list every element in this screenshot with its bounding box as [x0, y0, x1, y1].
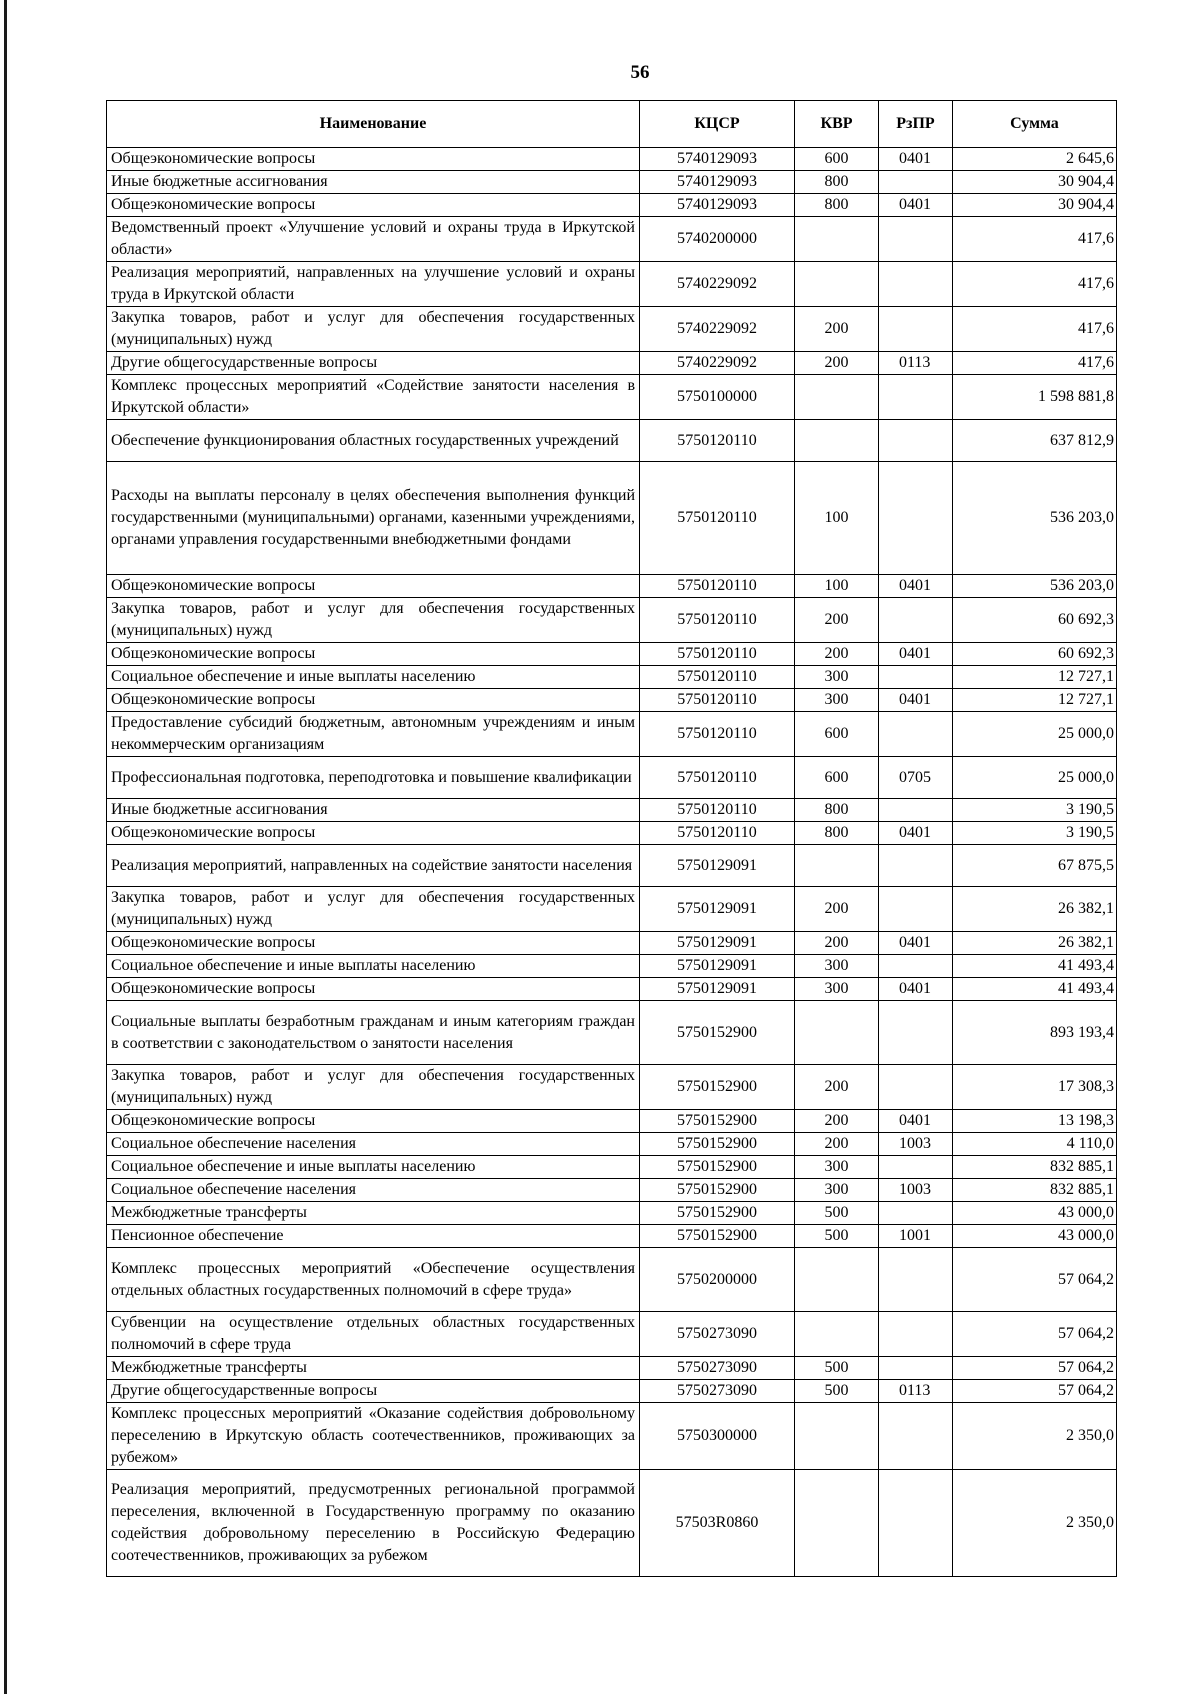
cell-rzpr [879, 462, 953, 575]
cell-kcsr: 5750273090 [640, 1357, 795, 1380]
cell-kcsr: 5750129091 [640, 978, 795, 1001]
cell-kcsr: 5740129093 [640, 148, 795, 171]
cell-sum: 417,6 [953, 307, 1117, 352]
cell-sum: 417,6 [953, 217, 1117, 262]
cell-kvr [795, 375, 879, 420]
cell-sum: 25 000,0 [953, 712, 1117, 757]
cell-rzpr [879, 1357, 953, 1380]
cell-sum: 12 727,1 [953, 666, 1117, 689]
table-row [107, 1312, 1117, 1357]
cell-rzpr [879, 845, 953, 887]
cell-kvr: 200 [795, 1110, 879, 1133]
cell-sum: 2 350,0 [953, 1470, 1117, 1577]
cell-kcsr: 5750120110 [640, 757, 795, 799]
cell-sum: 17 308,3 [953, 1065, 1117, 1110]
cell-name: Реализация мероприятий, направленных на улучшение условий и охраны труда в Иркутской области [107, 262, 640, 307]
cell-kvr [795, 1470, 879, 1577]
table-row [107, 420, 1117, 462]
cell-kvr [795, 420, 879, 462]
cell-sum: 60 692,3 [953, 643, 1117, 666]
cell-name: Общеэкономические вопросы [107, 822, 640, 845]
cell-name: Иные бюджетные ассигнования [107, 799, 640, 822]
table-row [107, 1001, 1117, 1065]
cell-name: Закупка товаров, работ и услуг для обеспечения государственных (муниципальных) нужд [107, 1065, 640, 1110]
cell-kvr: 600 [795, 712, 879, 757]
cell-name: Иные бюджетные ассигнования [107, 171, 640, 194]
cell-kvr: 500 [795, 1357, 879, 1380]
cell-name: Межбюджетные трансферты [107, 1357, 640, 1380]
table-row [107, 757, 1117, 799]
cell-kvr [795, 262, 879, 307]
cell-name: Социальное обеспечение и иные выплаты населению [107, 666, 640, 689]
cell-kvr: 300 [795, 689, 879, 712]
cell-sum: 3 190,5 [953, 822, 1117, 845]
cell-sum: 13 198,3 [953, 1110, 1117, 1133]
cell-kvr: 800 [795, 194, 879, 217]
cell-rzpr: 1003 [879, 1133, 953, 1156]
cell-kcsr: 5750152900 [640, 1179, 795, 1202]
cell-sum: 12 727,1 [953, 689, 1117, 712]
cell-name: Другие общегосударственные вопросы [107, 352, 640, 375]
cell-kvr: 200 [795, 1133, 879, 1156]
header-name: Наименование [107, 101, 640, 148]
cell-kcsr: 5740229092 [640, 352, 795, 375]
cell-kvr [795, 845, 879, 887]
cell-name: Реализация мероприятий, направленных на содействие занятости населения [107, 845, 640, 887]
cell-kcsr: 5750129091 [640, 955, 795, 978]
cell-name: Общеэкономические вопросы [107, 689, 640, 712]
cell-kcsr: 5750120110 [640, 712, 795, 757]
table-row [107, 1248, 1117, 1312]
table-row [107, 1225, 1117, 1248]
cell-kcsr: 5740200000 [640, 217, 795, 262]
table-row [107, 887, 1117, 932]
cell-sum: 67 875,5 [953, 845, 1117, 887]
cell-kcsr: 5750152900 [640, 1225, 795, 1248]
cell-sum: 637 812,9 [953, 420, 1117, 462]
cell-kvr [795, 1248, 879, 1312]
cell-rzpr [879, 1001, 953, 1065]
cell-rzpr: 0113 [879, 352, 953, 375]
cell-kcsr: 5750273090 [640, 1312, 795, 1357]
cell-rzpr [879, 262, 953, 307]
cell-kcsr: 5750200000 [640, 1248, 795, 1312]
cell-sum: 893 193,4 [953, 1001, 1117, 1065]
cell-sum: 2 350,0 [953, 1403, 1117, 1470]
cell-kvr: 800 [795, 171, 879, 194]
cell-kvr: 200 [795, 598, 879, 643]
cell-kvr: 200 [795, 1065, 879, 1110]
table-row [107, 1403, 1117, 1470]
cell-name: Закупка товаров, работ и услуг для обеспечения государственных (муниципальных) нужд [107, 307, 640, 352]
cell-kvr: 100 [795, 575, 879, 598]
cell-name: Закупка товаров, работ и услуг для обеспечения государственных (муниципальных) нужд [107, 598, 640, 643]
cell-kcsr: 5750120110 [640, 822, 795, 845]
cell-rzpr [879, 171, 953, 194]
cell-sum: 25 000,0 [953, 757, 1117, 799]
cell-rzpr [879, 887, 953, 932]
cell-sum: 43 000,0 [953, 1202, 1117, 1225]
cell-name: Социальное обеспечение населения [107, 1179, 640, 1202]
table-row [107, 799, 1117, 822]
cell-rzpr [879, 420, 953, 462]
cell-kcsr: 57503R0860 [640, 1470, 795, 1577]
table-row [107, 1065, 1117, 1110]
cell-sum: 4 110,0 [953, 1133, 1117, 1156]
cell-sum: 57 064,2 [953, 1357, 1117, 1380]
cell-sum: 2 645,6 [953, 148, 1117, 171]
cell-name: Комплекс процессных мероприятий «Обеспечение осуществления отдельных областных государственных полномочий в сфере труда» [107, 1248, 640, 1312]
cell-kcsr: 5750300000 [640, 1403, 795, 1470]
table-row [107, 217, 1117, 262]
cell-rzpr: 0401 [879, 148, 953, 171]
table-row [107, 1202, 1117, 1225]
cell-rzpr: 0401 [879, 932, 953, 955]
cell-kvr: 300 [795, 1179, 879, 1202]
cell-kcsr: 5750120110 [640, 666, 795, 689]
table-row [107, 822, 1117, 845]
cell-kcsr: 5750152900 [640, 1065, 795, 1110]
table-row [107, 978, 1117, 1001]
table-row [107, 1357, 1117, 1380]
table-row [107, 1110, 1117, 1133]
cell-name: Комплекс процессных мероприятий «Оказание содействия добровольному переселению в Иркутскую область соотечественников, проживающих за рубежом» [107, 1403, 640, 1470]
cell-rzpr [879, 217, 953, 262]
cell-sum: 832 885,1 [953, 1179, 1117, 1202]
cell-sum: 57 064,2 [953, 1248, 1117, 1312]
cell-name: Общеэкономические вопросы [107, 575, 640, 598]
cell-rzpr: 0401 [879, 194, 953, 217]
cell-rzpr [879, 1470, 953, 1577]
header-kcsr: КЦСР [640, 101, 795, 148]
cell-kvr: 200 [795, 887, 879, 932]
cell-kvr: 800 [795, 799, 879, 822]
cell-sum: 60 692,3 [953, 598, 1117, 643]
cell-kvr [795, 1312, 879, 1357]
cell-kcsr: 5750120110 [640, 575, 795, 598]
table-row [107, 262, 1117, 307]
cell-kvr: 200 [795, 352, 879, 375]
cell-name: Комплекс процессных мероприятий «Содействие занятости населения в Иркутской области» [107, 375, 640, 420]
header-sum: Сумма [953, 101, 1117, 148]
cell-rzpr: 0401 [879, 643, 953, 666]
cell-rzpr: 0401 [879, 978, 953, 1001]
cell-rzpr [879, 375, 953, 420]
cell-kcsr: 5750100000 [640, 375, 795, 420]
cell-rzpr [879, 1065, 953, 1110]
cell-sum: 30 904,4 [953, 171, 1117, 194]
table-row [107, 194, 1117, 217]
cell-rzpr: 0401 [879, 689, 953, 712]
cell-name: Общеэкономические вопросы [107, 194, 640, 217]
cell-name: Закупка товаров, работ и услуг для обеспечения государственных (муниципальных) нужд [107, 887, 640, 932]
header-kvr: КВР [795, 101, 879, 148]
header-rzpr: РзПР [879, 101, 953, 148]
cell-rzpr: 0401 [879, 575, 953, 598]
cell-name: Общеэкономические вопросы [107, 978, 640, 1001]
cell-name: Общеэкономические вопросы [107, 1110, 640, 1133]
cell-rzpr [879, 1202, 953, 1225]
cell-kcsr: 5750120110 [640, 643, 795, 666]
cell-rzpr [879, 712, 953, 757]
table-row [107, 1380, 1117, 1403]
cell-rzpr: 0401 [879, 822, 953, 845]
table-row [107, 148, 1117, 171]
table-row [107, 643, 1117, 666]
cell-name: Межбюджетные трансферты [107, 1202, 640, 1225]
cell-kcsr: 5750273090 [640, 1380, 795, 1403]
cell-name: Расходы на выплаты персоналу в целях обеспечения выполнения функций государственными (муниципальными) органами, казенными учреждениями, органами управления государственными внебюджетными фондами [107, 462, 640, 575]
cell-kvr: 200 [795, 932, 879, 955]
cell-sum: 41 493,4 [953, 978, 1117, 1001]
cell-sum: 3 190,5 [953, 799, 1117, 822]
cell-kcsr: 5750120110 [640, 462, 795, 575]
cell-kcsr: 5750152900 [640, 1202, 795, 1225]
cell-sum: 26 382,1 [953, 932, 1117, 955]
cell-kcsr: 5750152900 [640, 1156, 795, 1179]
cell-kcsr: 5740129093 [640, 194, 795, 217]
cell-name: Социальные выплаты безработным гражданам и иным категориям граждан в соответствии с законодательством о занятости населения [107, 1001, 640, 1065]
table-row [107, 955, 1117, 978]
table-header-row [107, 101, 1117, 148]
table-row [107, 666, 1117, 689]
cell-name: Социальное обеспечение и иные выплаты населению [107, 1156, 640, 1179]
table-row [107, 352, 1117, 375]
table-row [107, 1179, 1117, 1202]
cell-kvr [795, 1403, 879, 1470]
cell-kcsr: 5750152900 [640, 1110, 795, 1133]
cell-rzpr [879, 1156, 953, 1179]
cell-sum: 57 064,2 [953, 1312, 1117, 1357]
cell-rzpr: 0113 [879, 1380, 953, 1403]
cell-rzpr: 1001 [879, 1225, 953, 1248]
cell-rzpr [879, 799, 953, 822]
cell-kvr: 500 [795, 1202, 879, 1225]
cell-name: Субвенции на осуществление отдельных областных государственных полномочий в сфере труда [107, 1312, 640, 1357]
cell-rzpr [879, 307, 953, 352]
table-row [107, 462, 1117, 575]
cell-kcsr: 5750120110 [640, 420, 795, 462]
cell-name: Ведомственный проект «Улучшение условий и охраны труда в Иркутской области» [107, 217, 640, 262]
cell-kvr: 600 [795, 148, 879, 171]
cell-sum: 417,6 [953, 352, 1117, 375]
cell-kvr: 200 [795, 307, 879, 352]
cell-rzpr [879, 955, 953, 978]
table-row [107, 689, 1117, 712]
cell-kvr: 300 [795, 666, 879, 689]
table-row [107, 712, 1117, 757]
cell-sum: 536 203,0 [953, 575, 1117, 598]
budget-table [106, 100, 1117, 1577]
cell-name: Общеэкономические вопросы [107, 643, 640, 666]
cell-kvr: 200 [795, 643, 879, 666]
cell-kcsr: 5740229092 [640, 307, 795, 352]
cell-kvr: 100 [795, 462, 879, 575]
table-row [107, 1470, 1117, 1577]
cell-kvr [795, 217, 879, 262]
cell-rzpr: 0705 [879, 757, 953, 799]
cell-name: Профессиональная подготовка, переподготовка и повышение квалификации [107, 757, 640, 799]
cell-sum: 30 904,4 [953, 194, 1117, 217]
table-row [107, 932, 1117, 955]
cell-name: Другие общегосударственные вопросы [107, 1380, 640, 1403]
cell-name: Реализация мероприятий, предусмотренных региональной программой переселения, включенной в Государственную программу по оказанию содействия добровольному переселению в Российскую Федерацию соотечественников, проживающих за рубежом [107, 1470, 640, 1577]
table-row [107, 598, 1117, 643]
cell-sum: 832 885,1 [953, 1156, 1117, 1179]
table-row [107, 171, 1117, 194]
cell-kvr: 300 [795, 955, 879, 978]
cell-name: Социальное обеспечение и иные выплаты населению [107, 955, 640, 978]
cell-rzpr [879, 1403, 953, 1470]
cell-sum: 1 598 881,8 [953, 375, 1117, 420]
cell-kcsr: 5750129091 [640, 887, 795, 932]
cell-kcsr: 5750152900 [640, 1133, 795, 1156]
cell-rzpr [879, 666, 953, 689]
cell-rzpr: 0401 [879, 1110, 953, 1133]
cell-rzpr [879, 1312, 953, 1357]
cell-kcsr: 5750120110 [640, 598, 795, 643]
cell-name: Общеэкономические вопросы [107, 148, 640, 171]
cell-kcsr: 5750120110 [640, 689, 795, 712]
cell-name: Пенсионное обеспечение [107, 1225, 640, 1248]
cell-name: Общеэкономические вопросы [107, 932, 640, 955]
cell-rzpr: 1003 [879, 1179, 953, 1202]
cell-sum: 57 064,2 [953, 1380, 1117, 1403]
cell-kcsr: 5750129091 [640, 932, 795, 955]
cell-sum: 536 203,0 [953, 462, 1117, 575]
cell-kvr: 500 [795, 1380, 879, 1403]
cell-kcsr: 5750152900 [640, 1001, 795, 1065]
table-row [107, 307, 1117, 352]
cell-kvr: 600 [795, 757, 879, 799]
scan-edge-line [4, 0, 7, 1694]
cell-sum: 417,6 [953, 262, 1117, 307]
cell-name: Предоставление субсидий бюджетным, автономным учреждениям и иным некоммерческим организациям [107, 712, 640, 757]
table-row [107, 1156, 1117, 1179]
cell-kvr: 300 [795, 1156, 879, 1179]
cell-rzpr [879, 1248, 953, 1312]
cell-kcsr: 5750120110 [640, 799, 795, 822]
table-row [107, 575, 1117, 598]
cell-name: Обеспечение функционирования областных государственных учреждений [107, 420, 640, 462]
cell-sum: 26 382,1 [953, 887, 1117, 932]
cell-rzpr [879, 598, 953, 643]
table-row [107, 845, 1117, 887]
table-row [107, 1133, 1117, 1156]
cell-kvr [795, 1001, 879, 1065]
table-row [107, 375, 1117, 420]
cell-name: Социальное обеспечение населения [107, 1133, 640, 1156]
cell-sum: 41 493,4 [953, 955, 1117, 978]
cell-kvr: 500 [795, 1225, 879, 1248]
page-number: 56 [630, 62, 650, 83]
cell-kcsr: 5740129093 [640, 171, 795, 194]
cell-kvr: 800 [795, 822, 879, 845]
cell-kcsr: 5750129091 [640, 845, 795, 887]
cell-sum: 43 000,0 [953, 1225, 1117, 1248]
cell-kvr: 300 [795, 978, 879, 1001]
cell-kcsr: 5740229092 [640, 262, 795, 307]
